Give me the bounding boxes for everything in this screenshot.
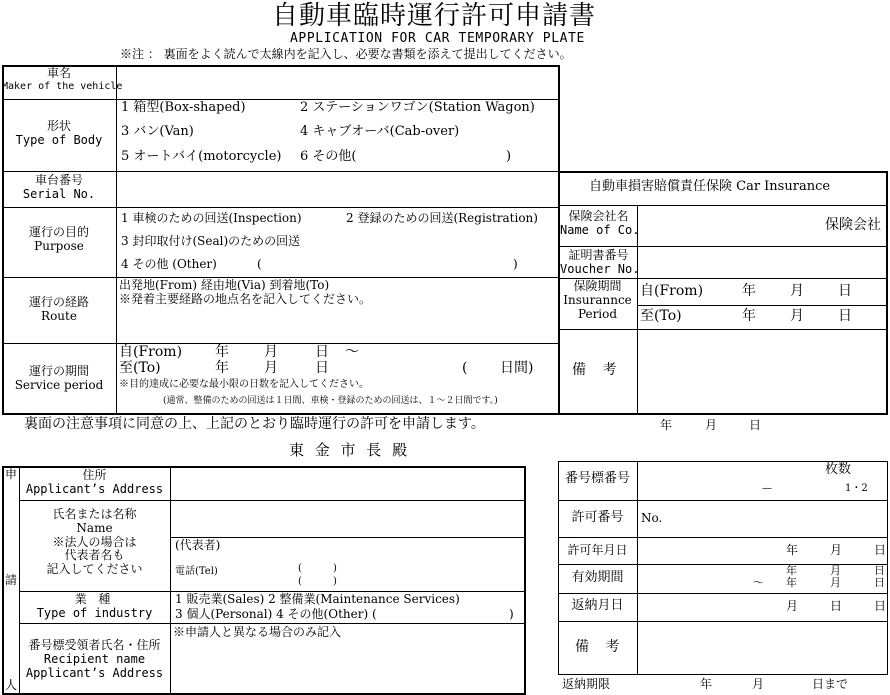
purpose-other-close: ) [513,257,518,271]
return-date-month: 月 [786,599,799,613]
return-date-label: 返納月日 [571,598,624,613]
permit-number-label: 許可番号 [571,510,624,525]
period-to-month: 月 [264,360,278,376]
purpose-label: 運行の目的 Purpose [28,225,89,253]
insurance-title: 自動車損害賠償責任保険 Car Insurance [589,179,831,194]
purpose-other-open: ( [257,257,262,271]
ins-from: 自(From) [640,283,704,299]
side-char-3: 人 [5,678,18,692]
valid-from-day: 日 [874,564,885,577]
valid-from-month: 月 [830,564,841,577]
period-label: 運行の期間 Service period [14,364,104,392]
ins-from-year: 年 [742,283,756,299]
route-line-1: 出発地(From) 経由地(Via) 到着地(To) [119,278,330,292]
body-option-1[interactable]: 1 箱型(Box-shaped) [121,100,246,115]
recipient-note: ※申請人と異なる場合のみ記入 [173,625,342,639]
serial-field[interactable] [118,173,558,206]
period-from-month: 月 [264,344,278,360]
return-deadline-until: 日まで [812,677,849,691]
period-from-year: 年 [215,344,229,360]
ins-to-month: 月 [790,308,804,324]
serial-label: 車台番号 Serial No. [22,173,96,201]
tel-paren-open-2: ( [298,576,302,587]
valid-period-label: 有効期間 [571,570,624,585]
representative-label: (代表者) [175,538,221,552]
form-subtitle: APPLICATION FOR CAR TEMPORARY PLATE [290,31,585,46]
permit-date-year: 年 [786,543,799,557]
addressee: 東 金 市 長 殿 [289,441,411,459]
period-days-close: 日間) [500,360,534,376]
purpose-option-2[interactable]: 2 登録のための回送(Registration) [346,211,538,225]
valid-tilde: 〜 [753,576,764,589]
purpose-option-3[interactable]: 3 封印取付け(Seal)のための回送 [121,234,301,248]
permit-no-prefix: No. [641,511,663,525]
period-note-1: ※目的達成に必要な最小限の日数を記入してください。 [119,379,369,390]
purpose-option-4[interactable]: 4 その他 (Other) [121,257,217,271]
office-remarks-label: 備 考 [575,639,626,655]
period-to: 至(To) [119,360,161,376]
body-option-2[interactable]: 2 ステーションワゴン(Station Wagon) [300,100,535,115]
declaration-year: 年 [660,418,673,432]
applicant-address-label: 住所 Applicant’s Address [25,468,164,496]
route-line-2: ※発着主要経路の地点名を記入してください。 [119,292,372,306]
period-note-2: (通常、整備のための回送は１日間、車検・登録のための回送は、１〜２日間です。) [163,396,498,406]
industry-other-close: ) [509,607,514,621]
insurance-company-label: 保険会社名 Name of Co. [560,209,640,237]
plate-count-label: 枚数 [825,462,852,477]
tel-label: 電話(Tel) [175,566,218,577]
period-tilde: 〜 [345,344,359,360]
route-label: 運行の経路 Route [28,295,89,323]
insurance-remarks-label: 備 考 [572,362,623,378]
permit-date-day: 日 [874,543,887,557]
return-deadline-year: 年 [700,677,713,691]
period-from-day: 日 [315,344,329,360]
valid-from-year: 年 [786,564,797,577]
period-from: 自(From) [119,344,183,360]
instruction-note: ※注 ： 裏面をよく読んで太線内を記入し、必要な書類を添えて提出してください。 [120,47,572,61]
period-days-open: ( [462,360,468,376]
ins-from-month: 月 [790,283,804,299]
plate-dash: — [762,483,772,494]
insurance-period-label: 保険期間 Insurannce Period [563,279,632,321]
valid-to-month: 月 [830,576,841,589]
maker-field[interactable] [118,67,558,98]
applicant-name-label: 氏名または名称 Name ※法人の場合は 代表者名も 記入してください [46,507,143,577]
plate-number-label: 番号標番号 [564,471,630,486]
return-date-day: 日 [830,599,843,613]
permit-date-month: 月 [830,543,843,557]
side-char-2: 請 [5,573,18,587]
declaration-text: 裏面の注意事項に同意の上、上記のとおり臨時運行の許可を申請します。 [24,416,485,432]
form-title: 自動車臨時運行許可申請書 [272,1,597,31]
body-option-4[interactable]: 4 キャブオーバ(Cab-over) [300,124,460,139]
applicant-name-field[interactable] [172,502,524,536]
ins-to-year: 年 [742,308,756,324]
industry-options-2[interactable]: 3 個人(Personal) 4 その他(Other) ( [175,607,377,621]
body-option-3[interactable]: 3 バン(Van) [121,124,194,139]
tel-paren-open-1: ( [298,563,302,574]
declaration-day: 日 [749,418,762,432]
permit-date-label: 許可年月日 [567,543,628,557]
industry-options-1[interactable]: 1 販売業(Sales) 2 整備業(Maintenance Services) [175,592,460,606]
body-option-6[interactable]: 6 その他( [300,149,357,164]
insurance-company-suffix: 保険会社 [825,217,881,233]
maker-label: 車名 Maker of the vehicle [2,66,123,92]
return-deadline-label: 返納期限 [562,677,611,691]
period-to-day: 日 [315,360,329,376]
voucher-label: 証明書番号 Voucher No. [560,248,640,276]
purpose-option-1[interactable]: 1 車検のための回送(Inspection) [121,211,302,225]
tel-paren-close-2: ) [333,576,337,587]
ins-to-day: 日 [838,308,852,324]
declaration-month: 月 [705,418,718,432]
return-date-extra: 日 [874,599,887,613]
ins-from-day: 日 [838,283,852,299]
ins-to: 至(To) [640,308,682,324]
tel-paren-close-1: ) [333,563,337,574]
return-deadline-month: 月 [752,677,765,691]
recipient-label: 番号標受領者氏名・住所 Recipient name Applicant’s Address [25,638,164,680]
valid-to-day: 日 [874,576,885,589]
body-type-label: 形状 Type of Body [15,119,103,147]
plate-count-value: 1・2 [845,483,868,494]
side-char-1: 申 [5,467,18,481]
body-option-5[interactable]: 5 オートバイ(motorcycle) [121,149,282,164]
body-option-6-close: ) [506,149,512,164]
period-to-year: 年 [215,360,229,376]
industry-label: 業 種 Type of industry [36,592,153,620]
applicant-address-field[interactable] [172,468,524,499]
valid-to-year: 年 [786,576,797,589]
